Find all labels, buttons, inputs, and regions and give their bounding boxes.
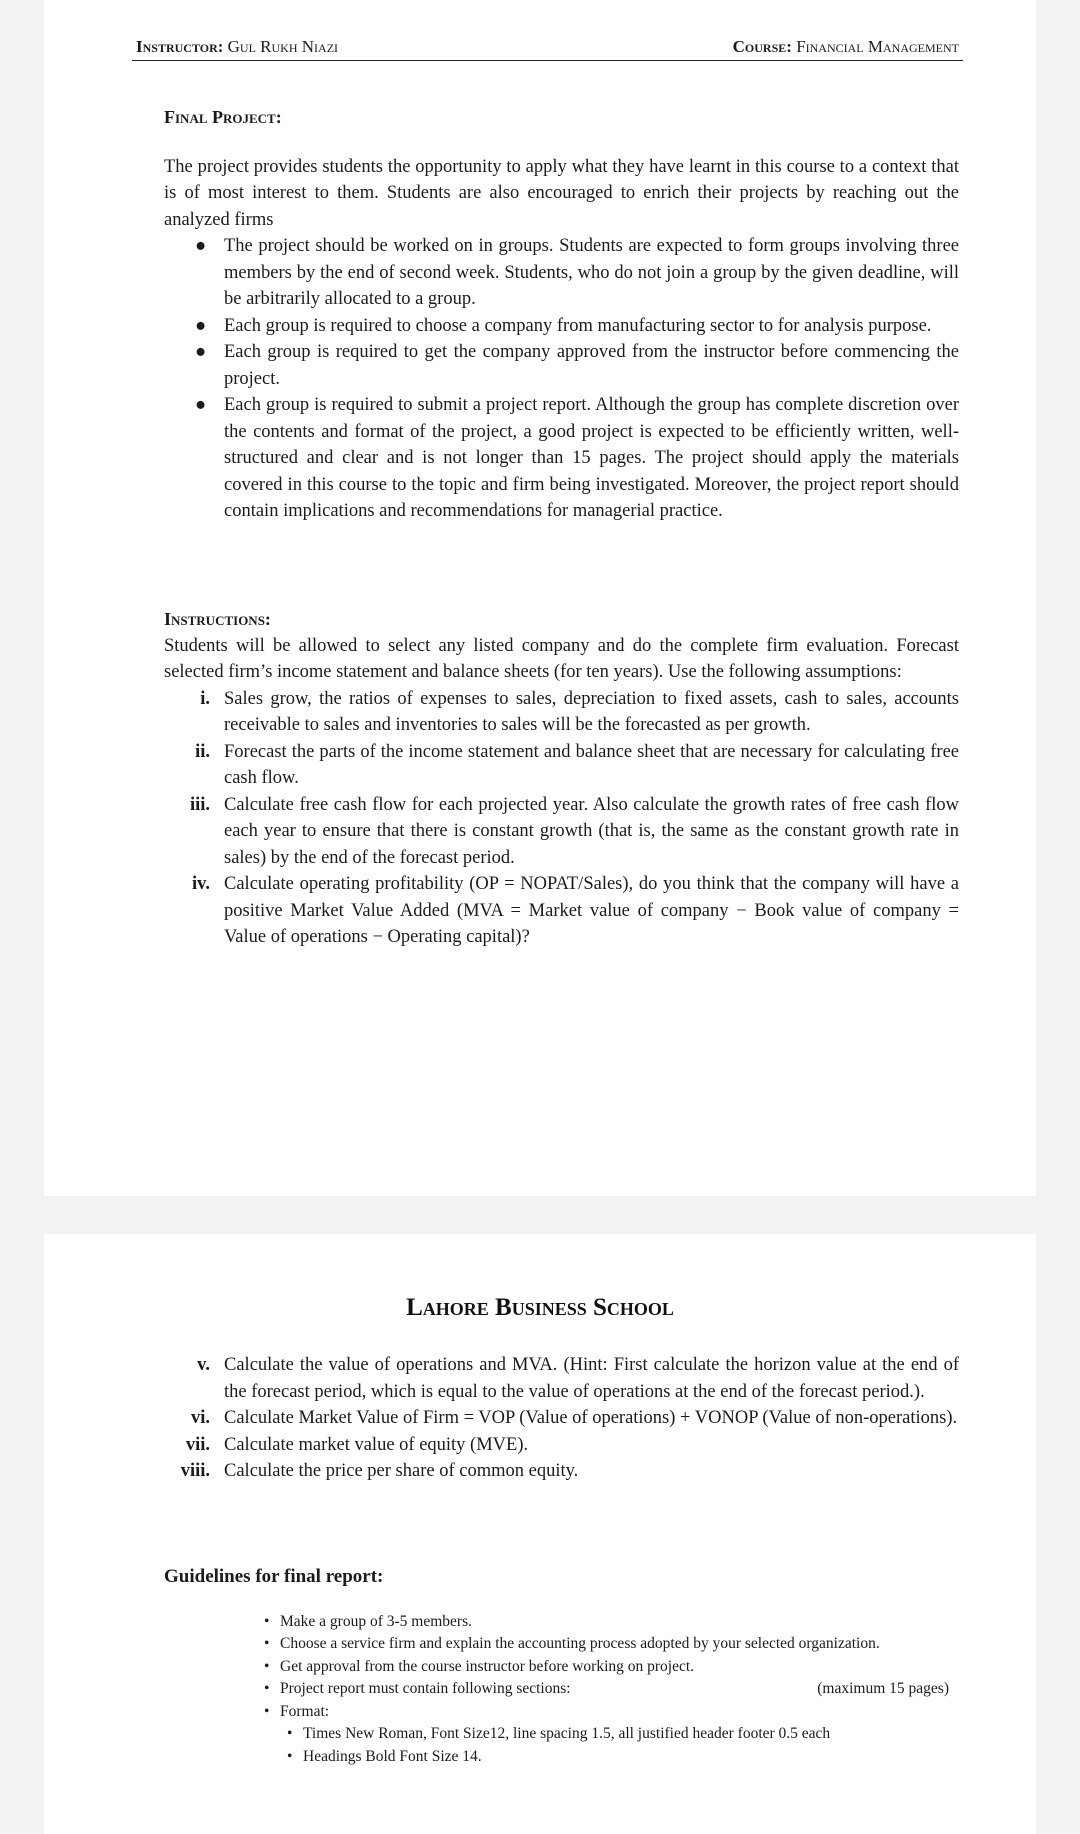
instructions-list-continued [164,1352,959,1485]
page-title: Lahore Business School [406,1294,674,1321]
item-number: viii. [180,1461,210,1481]
list-item [164,1701,959,1724]
list-item [164,686,959,739]
list-item [164,339,959,392]
list-item [164,1678,959,1701]
item-text: Forecast the parts of the income statement and balance sheet that are necessary for calculating free cash flow. [224,741,959,788]
list-item [164,1723,959,1746]
guideline-text: Get approval from the course instructor before working on project. [280,1657,695,1675]
list-item [164,1352,959,1405]
bullet-icon: • [287,1725,293,1742]
item-text: Calculate the price per share of common equity. [224,1461,579,1481]
guideline-text: Format: [280,1702,330,1720]
list-item [164,1432,959,1459]
list-item [164,1611,959,1634]
guidelines-heading: Guidelines for final report: [164,1566,384,1587]
bullet-icon: • [264,1702,270,1720]
document-page-2 [44,1234,1036,1834]
instructor-info [136,36,338,58]
item-number: vii. [185,1434,210,1455]
item-text: Calculate operating profitability (OP = NOPAT/Sales), do you think that the company will have a positive Market Value Added (MVA = Market value of company − Book value of company = Value of operations − Operating capital)? [224,874,959,947]
bullet-icon: ● [195,342,207,362]
course-name: Financial Management [796,37,959,56]
item-number: iv. [192,874,210,894]
document-page-1 [44,0,1036,1196]
bullet-icon: ● [195,236,207,256]
guideline-text: Project report must contain following sections: [280,1680,571,1697]
list-item [164,739,959,792]
final-project-heading: Final Project: [164,107,282,127]
guideline-text: Make a group of 3-5 members. [280,1612,472,1630]
final-project-bullets [164,233,959,525]
list-item [164,313,959,340]
page-header [132,36,963,61]
guidelines-section [164,1564,959,1768]
bullet-icon: ● [195,395,207,415]
instructor-label: Instructor: [136,37,224,56]
item-number: i. [200,688,210,709]
bullet-icon: • [264,1657,270,1675]
list-item [164,1656,959,1679]
item-number: ii. [195,741,210,762]
bullet-icon: ● [195,315,207,336]
bullet-text: Each group is required to submit a project report. Although the group has complete discretion over the contents and format of the project, a good project is expected to be efficiently written, well-structured and clear and is not longer than 15 pages. The project should apply the materials covered in this course to the topic and firm being investigated. Moreover, the project report should contain implications and recommendations for managerial practice. [224,395,959,521]
list-item [164,233,959,313]
item-number: v. [197,1355,210,1375]
course-info [733,36,959,58]
item-text: Calculate the value of operations and MVA. (Hint: First calculate the horizon value at the end of the forecast period, which is equal to the value of operations at the end of the forecast period.). [224,1355,959,1402]
bullet-text: The project should be worked on in groups. Students are expected to form groups involving three members by the end of second week. Students, who do not join a group by the given deadline, will be arbitrarily allocated to a group. [224,236,959,309]
item-text: Calculate market value of equity (MVE). [224,1434,529,1455]
format-text: Times New Roman, Font Size12, line spacing 1.5, all justified header footer 0.5 each [303,1725,831,1742]
list-item [164,392,959,525]
instructions-continued [164,1352,959,1485]
item-text: Calculate free cash flow for each projected year. Also calculate the growth rates of free cash flow each year to ensure that there is constant growth (that is, the same as the constant growth rate in sales) by the end of the forecast period. [224,794,959,868]
list-item [164,1746,959,1769]
instructions-list [164,686,959,951]
guideline-text: Choose a service firm and explain the accounting process adopted by your selected organization. [280,1635,880,1652]
guidelines-list [164,1611,959,1769]
bullet-icon: • [287,1747,293,1765]
list-item [164,792,959,872]
item-number: iii. [189,794,210,815]
list-item [164,871,959,951]
instructor-name: Gul Rukh Niazi [227,37,339,56]
instructions-heading: Instructions: [164,609,271,629]
final-project-intro: The project provides students the opportunity to apply what they have learnt in this course to a context that is of most interest to them. Students are also encouraged to enrich their projects by reaching out the analyzed firms [164,156,959,230]
max-pages-note: (maximum 15 pages) [817,1680,949,1697]
bullet-icon: • [264,1680,270,1697]
format-text: Headings Bold Font Size 14. [303,1747,482,1765]
item-number: vi. [190,1408,210,1428]
list-item [164,1633,959,1656]
bullet-icon: • [264,1612,270,1630]
list-item [164,1458,959,1485]
course-label: Course: [732,37,792,56]
bullet-text: Each group is required to choose a company from manufacturing sector to for analysis purpose. [224,315,932,336]
instructions-intro: Students will be allowed to select any listed company and do the complete firm evaluation. Forecast selected firm’s income statement and balance sheets (for ten years). Use the following assumptions: [164,635,959,682]
list-item [164,1405,959,1432]
bullet-icon: • [264,1635,270,1652]
bullet-text: Each group is required to get the company approved from the instructor before commencing the project. [224,342,959,389]
item-text: Sales grow, the ratios of expenses to sales, depreciation to fixed assets, cash to sales, accounts receivable to sales and inventories to sales will be the forecasted as per growth. [224,688,959,735]
instructions-section [164,606,959,951]
item-text: Calculate Market Value of Firm = VOP (Value of operations) + VONOP (Value of non-operations). [224,1408,958,1428]
final-project-section [164,104,959,525]
